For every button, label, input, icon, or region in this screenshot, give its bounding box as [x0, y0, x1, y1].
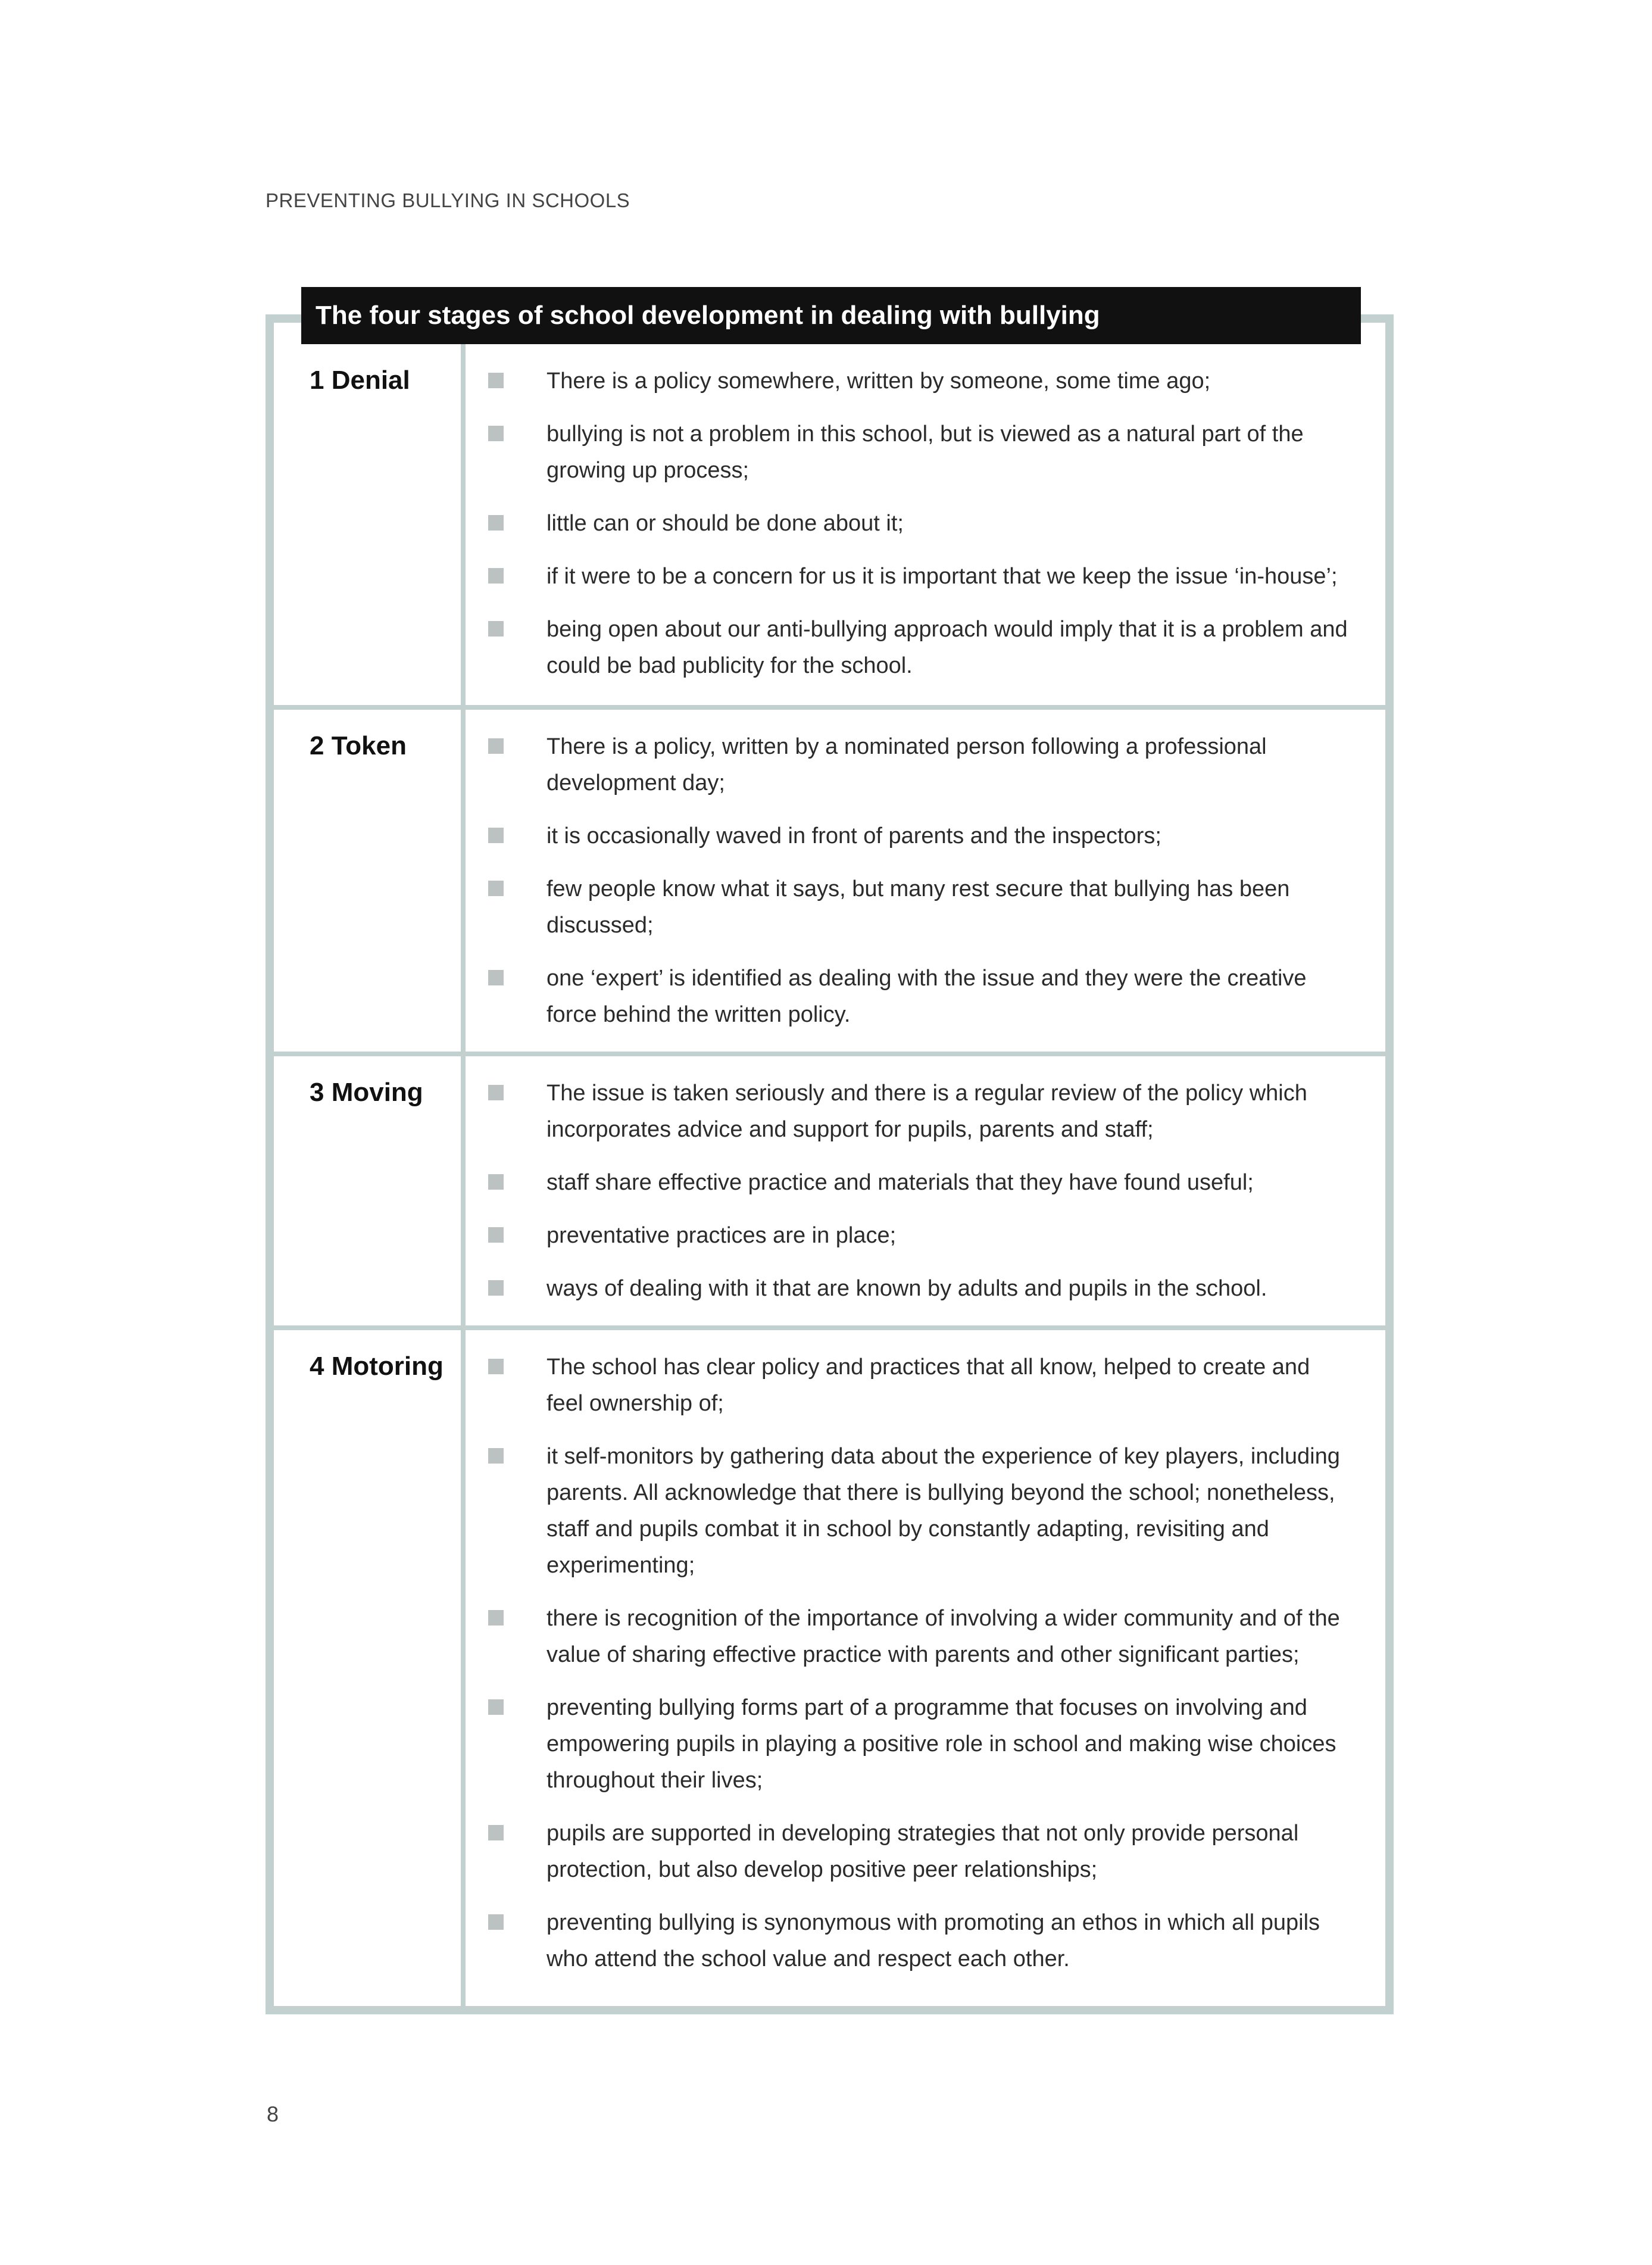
list-item [488, 1075, 1350, 1148]
square-bullet-icon [488, 1610, 504, 1626]
square-bullet-icon [488, 1085, 504, 1100]
list-item [488, 1439, 1350, 1584]
list-item [488, 729, 1350, 801]
stage-row-token [274, 710, 1385, 1056]
list-item [488, 1218, 1350, 1254]
page-number: 8 [267, 2102, 279, 2126]
square-bullet-icon [488, 426, 504, 441]
item-text: preventing bullying is synonymous with promoting an ethos in which all pupils who attend the school value and respect each other. [546, 1910, 1320, 1971]
stage-row-moving [274, 1056, 1385, 1330]
item-text: being open about our anti-bullying approach would imply that it is a problem and could be bad publicity for the school. [546, 617, 1348, 678]
list-item [488, 818, 1350, 854]
square-bullet-icon [488, 1280, 504, 1296]
square-bullet-icon [488, 373, 504, 388]
square-bullet-icon [488, 1227, 504, 1243]
list-item [488, 1349, 1350, 1422]
item-text: if it were to be a concern for us it is important that we keep the issue ‘in-house’; [546, 564, 1338, 589]
running-head: PREVENTING BULLYING IN SCHOOLS [266, 189, 630, 211]
square-bullet-icon [488, 1174, 504, 1190]
square-bullet-icon [488, 1359, 504, 1374]
stage-items [466, 344, 1385, 705]
stage-items [466, 710, 1385, 1052]
item-text: it self-monitors by gathering data about the experience of key players, including parents. All acknowledge that there is bullying beyond the school; nonetheless, staff and pupils combat it in school by constantly adapting, revisiting and experimenting; [546, 1444, 1340, 1578]
list-item [488, 1690, 1350, 1799]
table-title: The four stages of school development in dealing with bullying [301, 287, 1361, 344]
item-text: there is recognition of the importance of involving a wider community and of the value of sharing effective practice with parents and other significant parties; [546, 1606, 1340, 1667]
item-text: ways of dealing with it that are known by adults and pupils in the school. [546, 1276, 1267, 1301]
item-text: one ‘expert’ is identified as dealing with the issue and they were the creative force behind the written policy. [546, 966, 1307, 1027]
item-text: There is a policy somewhere, written by someone, some time ago; [546, 369, 1211, 394]
square-bullet-icon [488, 621, 504, 637]
stage-label: 1 Denial [274, 344, 466, 705]
square-bullet-icon [488, 1699, 504, 1715]
item-text: it is occasionally waved in front of parents and the inspectors; [546, 823, 1161, 848]
list-item [488, 1601, 1350, 1673]
list-item [488, 1271, 1350, 1307]
stage-label: 3 Moving [274, 1056, 466, 1325]
item-text: little can or should be done about it; [546, 511, 904, 536]
list-item [488, 363, 1350, 400]
item-text: preventing bullying forms part of a programme that focuses on involving and empowering pupils in playing a positive role in school and making wise choices throughout their lives; [546, 1695, 1336, 1793]
square-bullet-icon [488, 738, 504, 754]
square-bullet-icon [488, 515, 504, 531]
square-bullet-icon [488, 881, 504, 896]
list-item [488, 1165, 1350, 1201]
item-text: There is a policy, written by a nominated person following a professional development day; [546, 734, 1267, 795]
square-bullet-icon [488, 1448, 504, 1464]
square-bullet-icon [488, 970, 504, 985]
stage-row-denial [274, 344, 1385, 710]
stage-items [466, 1330, 1385, 2006]
item-text: pupils are supported in developing strategies that not only provide personal protection, but also develop positive peer relationships; [546, 1821, 1299, 1882]
list-item [488, 612, 1350, 684]
item-text: The issue is taken seriously and there is a regular review of the policy which incorporates advice and support for pupils, parents and staff; [546, 1081, 1307, 1142]
stage-label: 2 Token [274, 710, 466, 1052]
square-bullet-icon [488, 568, 504, 584]
square-bullet-icon [488, 1914, 504, 1930]
stage-row-motoring [274, 1330, 1385, 2006]
item-text: preventative practices are in place; [546, 1223, 897, 1248]
list-item [488, 960, 1350, 1033]
list-item [488, 871, 1350, 944]
list-item [488, 506, 1350, 542]
list-item [488, 1815, 1350, 1888]
item-text: The school has clear policy and practices that all know, helped to create and feel ownership of; [546, 1355, 1310, 1416]
item-text: bullying is not a problem in this school, but is viewed as a natural part of the growing up process; [546, 422, 1304, 483]
stage-items [466, 1056, 1385, 1325]
stage-label: 4 Motoring [274, 1330, 466, 2006]
item-text: staff share effective practice and materials that they have found useful; [546, 1170, 1254, 1195]
item-text: few people know what it says, but many rest secure that bullying has been discussed; [546, 876, 1290, 938]
square-bullet-icon [488, 1825, 504, 1840]
list-item [488, 559, 1350, 595]
list-item [488, 1905, 1350, 1977]
square-bullet-icon [488, 828, 504, 843]
list-item [488, 416, 1350, 489]
stages-table [274, 344, 1385, 2006]
